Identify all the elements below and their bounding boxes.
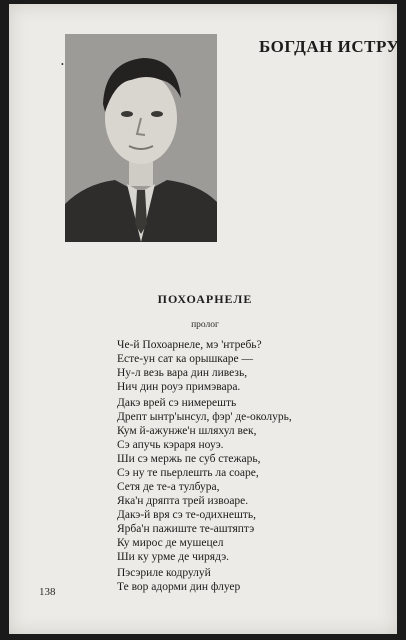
margin-mark: •	[61, 60, 64, 69]
verse-line: Дрепт ынтр'ынсул, фэр' де-околурь,	[117, 411, 292, 423]
verse-line: Сетя де те-а тулбура,	[117, 481, 220, 493]
verse-line: Ярба'н пажиште те-аштяптэ	[117, 523, 255, 535]
stanza-5	[117, 566, 240, 594]
stanza-2	[117, 396, 292, 452]
verse-line: Че-й Похоарнеле, мэ 'нтребь?	[117, 339, 262, 351]
stanza-1	[117, 338, 262, 394]
verse-line: Ку мирос де мушецел	[117, 537, 224, 549]
verse-line: Есте-ун сат ка орышкаре —	[117, 353, 254, 365]
poem-subtitle: пролог	[191, 320, 219, 330]
book-page	[9, 4, 400, 634]
author-name: БОГДАН ИСТРУ	[259, 37, 400, 56]
page-number: 138	[39, 586, 56, 598]
verse-line: Дакэ врей сэ нимерешть	[117, 397, 237, 409]
stanza-4	[117, 508, 256, 564]
verse-line: Нич дин роуэ примэвара.	[117, 381, 241, 393]
verse-line: Пэсэриле кодрулуй	[117, 567, 211, 579]
stanza-3	[117, 452, 260, 508]
verse-line: Кум й-ажунже'н шляхул век,	[117, 425, 257, 437]
verse-line: Яка'н дряпта трей извоаре.	[117, 495, 249, 507]
verse-line: Ну-л везь вара дин ливезь,	[117, 367, 248, 379]
verse-line: Сэ апучь кэраря ноуэ.	[117, 439, 224, 451]
verse-line: Дакэ-й вря сэ те-одихнешть,	[117, 509, 256, 521]
verse-line: Ши сэ мержь пе суб стежарь,	[117, 453, 261, 465]
poem-title: ПОХОАРНЕЛЕ	[157, 292, 253, 306]
verse-line: Сэ ну те пьерлешть ла соаре,	[117, 467, 259, 479]
verse-line: Ши ку урме де чирядэ.	[117, 551, 230, 563]
author-portrait	[65, 34, 217, 242]
verse-line: Те вор адорми дин флуер	[117, 581, 241, 593]
